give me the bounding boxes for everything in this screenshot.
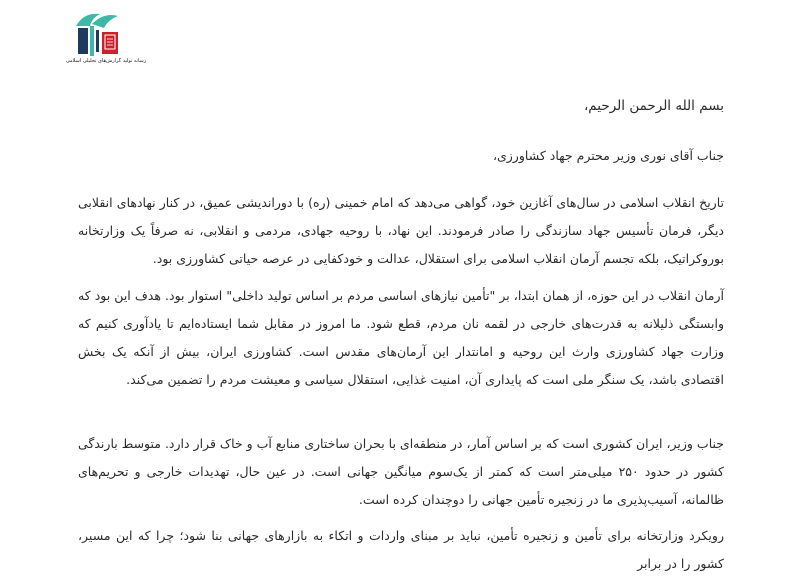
letter-paragraph: جناب وزیر، ایران کشوری است که بر اساس آمار، در منطقه‌ای با بحران ساختاری منابع آب و خاک قرار دارد. متوسط بارندگی کشور در حدود ۲۵۰ میلی‌متر است که کمتر از یک‌سوم میانگین جهانی است. در عین حال، تهدیدات خارجی و تحریم‌های ظالمانه، آسیب‌پذیری ما در زنجیره تأمین جهانی را دوچندان کرده است. bbox=[78, 436, 724, 507]
letter-salutation: جناب آقای نوری وزیر محترم جهاد کشاورزی، bbox=[492, 148, 724, 163]
basmala-heading: بسم الله الرحمن الرحیم، bbox=[583, 98, 724, 114]
letter-body bbox=[78, 96, 724, 578]
letter-paragraph: تاریخ انقلاب اسلامی در سال‌های آغازین خود، گواهی می‌دهد که امام خمینی (ره) با دوراندیشی عمیق، در کنار نهادهای انقلابی دیگر، فرمان تأسیس جهاد سازندگی را صادر فرمودند. این نهاد، با روحیه جهادی، مردمی و انقلابی، نه صرفاً یک وزارتخانه بوروکراتیک، بلکه تجسم آرمان انقلاب اسلامی برای استقلال، عدالت و خودکفایی در عرصه حیاتی کشاورزی بود. bbox=[78, 195, 724, 266]
logo-emblem-icon bbox=[70, 8, 142, 64]
logo bbox=[70, 8, 142, 64]
letter-paragraph: رویکرد وزارتخانه برای تأمین و زنجیره تأمین، نباید بر مبنای واردات و اتکاء به بازارهای جهانی بنا شود؛ چرا که این مسیر، کشور را در برابر bbox=[78, 528, 724, 571]
letter-paragraph: آرمان انقلاب در این حوزه، از همان ابتدا، بر "تأمین نیازهای اساسی مردم بر اساس تولید داخلی" استوار بود. هدف این بود که وابستگی ذلیلانه به قدرت‌های خارجی در لقمه نان مردم، قطع شود. ما امروز در مقابل شما ایستاده‌ایم تا یادآوری کنیم که وزارت جهاد کشاورزی وارث این روحیه و امانتدار این آرمان‌های مقدس است. کشاورزی ایران، بیش از آنکه یک بخش اقتصادی باشد، یک سنگر ملی است که پایداری آن، امنیت غذایی، استقلال سیاسی و معیشت مردم را تضمین می‌کند. bbox=[78, 288, 724, 387]
logo-caption: رسانه‌ تولید گزارش‌های تحلیلی اسلامی bbox=[65, 58, 147, 64]
